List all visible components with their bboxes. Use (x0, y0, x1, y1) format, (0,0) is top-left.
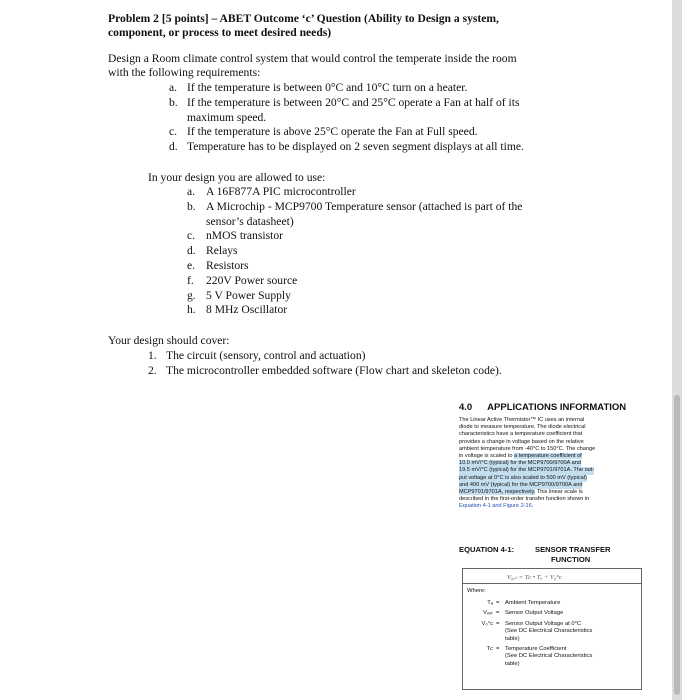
definition-text: (See DC Electrical Characteristics (505, 628, 593, 635)
definition-equals: = (496, 646, 500, 652)
allowed-item-text: 8 MHz Oscillator (206, 303, 288, 317)
equation-box (462, 568, 642, 690)
datasheet-line: put voltage at 0°C is also scaled to 500 mV (typical) (459, 474, 587, 481)
cover-heading: Your design should cover: (108, 334, 230, 347)
equation-formula: V₀ᵤₜ = Tᴄ • Tₐ + V₀°ᴄ (507, 574, 562, 581)
definition-text: (See DC Electrical Characteristics (505, 653, 593, 660)
definition-symbol: Tₐ (487, 600, 493, 606)
definition-equals: = (496, 620, 500, 627)
datasheet-line: MCP9701/9701A, respectively. This linear scale is (459, 489, 583, 496)
scrollbar-thumb[interactable] (674, 395, 680, 695)
equation-title-line2: FUNCTION (551, 555, 591, 564)
allowed-item-text: 5 V Power Supply (206, 288, 291, 302)
definition-text: Temperature Coefficient (505, 646, 567, 652)
requirement-text: Temperature has to be displayed on 2 seven segment displays at all time. (187, 140, 524, 154)
equation-label: EQUATION 4-1: (459, 545, 515, 554)
allowed-item-text: A Microchip - MCP9700 Temperature sensor (attached is part of the (206, 199, 523, 213)
section-title: APPLICATIONS INFORMATION (487, 402, 627, 413)
requirement-marker: b. (169, 95, 178, 109)
datasheet-line: ambient temperature from -40°C to 150°C. The change (459, 445, 596, 452)
equation-divider (463, 583, 641, 584)
datasheet-excerpt (457, 398, 647, 700)
definition-text: Sensor Output Voltage at 0°C (505, 620, 582, 627)
allowed-item-text: Resistors (206, 259, 249, 272)
allowed-item-text: sensor’s datasheet) (206, 214, 294, 228)
datasheet-line: The Linear Active Thermistor™ IC uses an internal (459, 417, 585, 423)
definition-symbol: Vₒᵤₜ (483, 610, 493, 617)
allowed-item-marker: b. (187, 199, 196, 213)
where-label: Where: (467, 588, 486, 594)
requirement-marker: c. (169, 125, 178, 139)
definition-row (471, 621, 641, 643)
definition-equals: = (496, 600, 500, 606)
definition-text: table) (505, 635, 520, 642)
cover-item-text: The microcontroller embedded software (Flow chart and skeleton code). (166, 363, 502, 377)
allowed-item-text: Relays (206, 244, 238, 258)
datasheet-paragraph (459, 417, 645, 511)
equation-title-line1: SENSOR TRANSFER (535, 545, 611, 554)
requirement-text: If the temperature is between 20°C and 25°C operate a Fan at half of its (187, 95, 520, 109)
definition-row (471, 646, 641, 668)
requirement-text: maximum speed. (187, 110, 267, 124)
requirement-text: If the temperature is between 0°C and 10°C turn on a heater. (187, 81, 468, 94)
cover-item-marker: 1. (148, 349, 157, 362)
intro-line2: with the following requirements: (108, 66, 261, 79)
datasheet-line: provides a change in voltage based on the relative (459, 438, 584, 445)
allowed-item-marker: d. (187, 244, 196, 258)
definition-equals: = (496, 610, 500, 617)
section-number: 4.0 (459, 402, 473, 413)
cover-item-marker: 2. (148, 363, 157, 377)
datasheet-line: and 400 mV (typical) for the MCP9700/9700A and (459, 481, 583, 488)
allowed-item-marker: f. (187, 273, 194, 287)
allowed-item-text: nMOS transistor (206, 229, 283, 243)
allowed-item-text: 220V Power source (206, 273, 298, 287)
allowed-item-marker: e. (187, 259, 196, 272)
requirement-marker: d. (169, 140, 178, 154)
definition-text: table) (505, 660, 520, 667)
datasheet-line: Equation 4-1 and Figure 2-16. (459, 503, 534, 510)
datasheet-line: characteristics have a temperature coefficient that (459, 431, 583, 438)
requirement-marker: a. (169, 81, 178, 94)
datasheet-line: diode to measure temperature. The diode electrical (459, 424, 586, 431)
datasheet-line: 19.5 mV/°C (typical) for the MCP9701/9701A. The out- (459, 467, 595, 474)
allowed-item-marker: c. (187, 229, 196, 243)
definition-text: Sensor Output Voltage (505, 610, 564, 617)
datasheet-section-heading (459, 402, 626, 413)
requirement-text: If the temperature is above 25°C operate the Fan at Full speed. (187, 125, 478, 139)
allowed-heading: In your design you are allowed to use: (148, 171, 326, 184)
datasheet-line: 10.0 mV/°C (typical) for the MCP9700/9700A and (459, 460, 581, 467)
datasheet-line: described in the first-order transfer function shown in (459, 496, 590, 503)
intro-line1: Design a Room climate control system that would control the temperate inside the room (108, 52, 517, 65)
allowed-item-marker: h. (187, 303, 196, 317)
allowed-item-marker: g. (187, 288, 196, 302)
allowed-item-marker: a. (187, 185, 196, 198)
definition-row (471, 610, 641, 617)
definition-text: Ambient Temperature (505, 600, 561, 606)
problem-title-line1: Problem 2 [5 points] – ABET Outcome ‘c’ Question (Ability to Design a system, (108, 12, 499, 25)
definition-symbol: Tᴄ (486, 646, 493, 652)
definition-symbol: V₀°ᴄ (481, 620, 493, 627)
cover-item-text: The circuit (sensory, control and actuation) (166, 349, 366, 362)
definition-row (471, 600, 641, 607)
datasheet-line: in voltage is scaled to a temperature coefficient of (459, 453, 582, 460)
allowed-item-text: A 16F877A PIC microcontroller (206, 185, 356, 198)
problem-title-line2: component, or process to meet desired needs) (108, 26, 332, 39)
